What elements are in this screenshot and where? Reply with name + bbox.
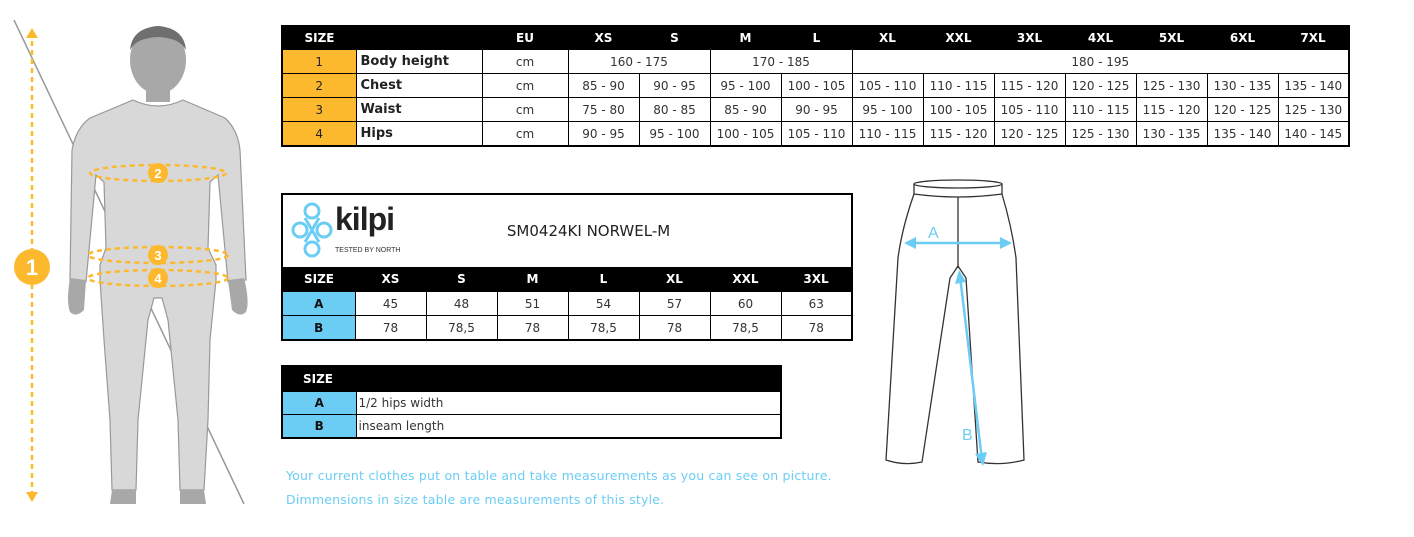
body-measurement-figure (0, 20, 260, 520)
table-row: 2 Chest cm 85 - 90 90 - 95 95 - 100 100 - 105 105 - 110 110 - 115 115 - 120 120 - 125 125 - 130 130 - 135 135 - 140 (282, 74, 1349, 98)
table-header-row: SIZE (282, 366, 781, 392)
table-row: B 78 78,5 78 78,5 78 78,5 78 (282, 316, 852, 341)
label-b: B (962, 427, 973, 444)
brand-name: kilpi (335, 201, 395, 237)
table-header-row: SIZE EU XS S M L XL XXL 3XL 4XL 5XL 6XL 7XL (282, 26, 1349, 50)
brand-tagline: TESTED BY NORTH (335, 247, 401, 254)
table-row: A 45 48 51 54 57 60 63 (282, 292, 852, 316)
svg-text:3: 3 (154, 248, 162, 263)
kilpi-knot-icon (291, 199, 333, 261)
dimensions-note: Dimmensions in size table are measurements of this style. (286, 492, 665, 507)
table-row: 1 Body height cm 160 - 175 170 - 185 180 - 195 (282, 50, 1349, 74)
product-size-table (281, 193, 853, 341)
table-row: B inseam length (282, 415, 781, 439)
table-row: 4 Hips cm 90 - 95 95 - 100 100 - 105 105 - 110 110 - 115 115 - 120 120 - 125 125 - 130 130 - 135 135 - 140 140 - 145 (282, 122, 1349, 147)
product-code: SM0424KI NORWEL-M (506, 222, 671, 240)
table-row: A 1/2 hips width (282, 392, 781, 415)
table-header-row: SIZE XS S M L XL XXL 3XL (282, 267, 852, 292)
measurement-legend-table (281, 365, 782, 439)
brand-logo (282, 194, 426, 267)
label-a: A (928, 225, 939, 242)
size-header: SIZE (282, 26, 356, 50)
table-row: 3 Waist cm 75 - 80 80 - 85 85 - 90 90 - 95 95 - 100 100 - 105 105 - 110 110 - 115 115 - 120 120 - 125 125 - 130 (282, 98, 1349, 122)
body-size-table (281, 25, 1350, 147)
svg-text:2: 2 (154, 166, 162, 181)
pants-measurement-figure (878, 178, 1038, 470)
product-header (282, 194, 852, 267)
svg-text:1: 1 (25, 255, 39, 280)
instruction-note: Your current clothes put on table and take measurements as you can see on picture. (286, 468, 832, 483)
eu-header: EU (482, 26, 568, 50)
svg-text:4: 4 (154, 271, 162, 286)
